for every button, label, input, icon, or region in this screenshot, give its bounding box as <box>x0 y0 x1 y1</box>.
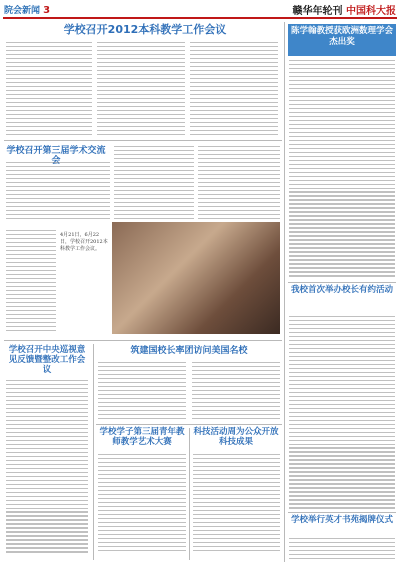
divider <box>4 140 282 141</box>
sidebar-divider <box>284 22 285 562</box>
photo-caption: 4月21日，6月22日，学校召开2012本科教学工作会议。 <box>60 232 108 252</box>
article-body-4-col1 <box>98 362 186 422</box>
article-body-1-col3 <box>190 42 278 138</box>
article-headline-1: 学校召开2012本科教学工作会议 <box>63 23 227 36</box>
article-headline-5: 学校学子第三届青年教师教学艺术大赛 <box>99 427 185 447</box>
section-prefix: 院会新闻 <box>4 6 41 16</box>
header-rule <box>3 17 397 19</box>
article-body-5 <box>98 454 186 554</box>
meeting-photo <box>112 222 280 334</box>
article-body-3 <box>6 380 88 555</box>
page-header <box>0 0 400 22</box>
sidebar-headline-3: 学校举行英才书苑揭牌仪式 <box>290 515 393 525</box>
divider <box>96 424 282 425</box>
newspaper-brand <box>293 2 396 17</box>
brand-name: 中国科大报 <box>346 6 396 17</box>
brand-prefix: 赣华年轮刊 <box>292 6 343 17</box>
article-body-2-col2 <box>114 146 194 222</box>
sidebar-body-3 <box>289 538 395 562</box>
sidebar-body-2 <box>289 316 395 511</box>
sidebar-headline-2: 我校首次举办校长有约活动 <box>290 285 393 295</box>
article-body-2-col1b <box>6 230 56 334</box>
article-headline-4: 筑建国校长率团访问美国名校 <box>130 346 248 356</box>
section-label <box>4 3 50 16</box>
divider <box>288 512 396 513</box>
article-headline-2: 学校召开第三届学术交流 <box>6 146 106 156</box>
column-divider <box>189 428 190 560</box>
section-number: 3 <box>43 5 51 16</box>
divider <box>4 340 282 341</box>
article-body-2-col1 <box>6 162 110 222</box>
sidebar-headline-1: 陈学翰教授获欧洲数理学会杰出奖 <box>288 24 396 56</box>
article-headline-6: 科技活动周为公众开放科技成果 <box>193 427 279 447</box>
article-body-6 <box>193 454 280 554</box>
article-headline-3: 学校召开中央巡视意见反馈暨整改工作会议 <box>8 345 86 375</box>
article-body-1-col1 <box>6 42 92 138</box>
article-body-1-col2 <box>97 42 185 138</box>
divider <box>288 282 396 283</box>
column-divider <box>93 344 94 560</box>
sidebar-body-1 <box>289 60 395 279</box>
article-body-2-col3 <box>198 146 280 222</box>
article-body-4-col2 <box>192 362 280 422</box>
